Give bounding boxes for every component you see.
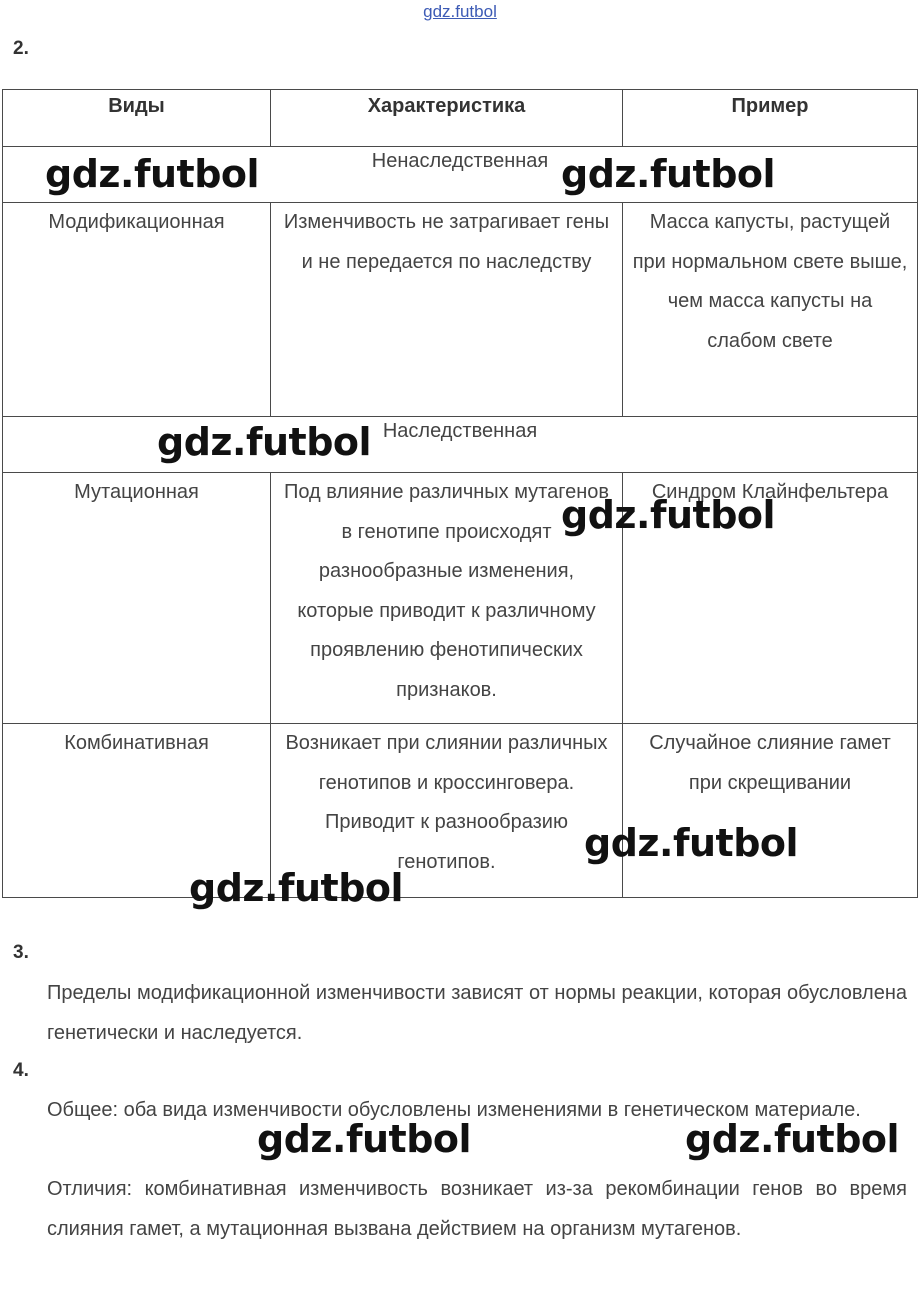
example-cell: Синдром Клайнфельтера: [623, 473, 918, 724]
column-header-type: Виды: [3, 90, 271, 147]
type-cell: Мутационная: [3, 473, 271, 724]
watermark: gdz.futbol: [189, 866, 404, 910]
column-header-example: Пример: [623, 90, 918, 147]
task-4-number: 4.: [13, 1060, 29, 1081]
characteristic-cell: Под влияние различных мутагенов в генотипе происходят разнообразные изменения, которые приводит к различному проявлению фенотипических признаков.: [271, 473, 623, 724]
watermark: gdz.futbol: [561, 493, 776, 537]
task-4-common: Общее: оба вида изменчивости обусловлены изменениями в генетическом материале.: [47, 1099, 861, 1121]
characteristic-cell: Возникает при слиянии различных генотипов и кроссинговера. Приводит к разнообразию генотипов.: [271, 724, 623, 898]
table-row: [3, 724, 918, 898]
type-cell: Комбинативная: [3, 724, 271, 898]
example-cell: Масса капусты, растущей при нормальном свете выше, чем масса капусты на слабом свете: [623, 203, 918, 417]
task-3-number: 3.: [13, 942, 29, 963]
example-cell: Случайное слияние гамет при скрещивании: [623, 724, 918, 898]
task-4-differences: Отличия: комбинативная изменчивость возникает из-за рекомбинации генов во время слияния гамет, а мутационная вызвана действием на организм мутагенов.: [47, 1178, 907, 1240]
task-2-number: 2.: [13, 38, 29, 59]
table-row: [3, 203, 918, 417]
group-label-nonhereditary: Ненаследственная: [3, 147, 918, 203]
table-header-row: [3, 90, 918, 147]
column-header-characteristic: Характеристика: [271, 90, 623, 147]
watermark: gdz.futbol: [157, 420, 372, 464]
watermark: gdz.futbol: [45, 152, 260, 196]
characteristic-cell: Изменчивость не затрагивает гены и не передается по наследству: [271, 203, 623, 417]
group-label-hereditary: Наследственная: [3, 417, 918, 473]
task-3-answer: Пределы модификационной изменчивости зависят от нормы реакции, которая обусловлена генетически и наследуется.: [47, 982, 907, 1044]
site-link[interactable]: gdz.futbol: [423, 2, 497, 21]
watermark: gdz.futbol: [685, 1117, 900, 1161]
type-cell: Модификационная: [3, 203, 271, 417]
watermark: gdz.futbol: [561, 152, 776, 196]
group-row-hereditary: [3, 417, 918, 473]
watermark: gdz.futbol: [584, 821, 799, 865]
table-row: [3, 473, 918, 724]
watermark: gdz.futbol: [257, 1117, 472, 1161]
variability-table: [2, 89, 918, 898]
